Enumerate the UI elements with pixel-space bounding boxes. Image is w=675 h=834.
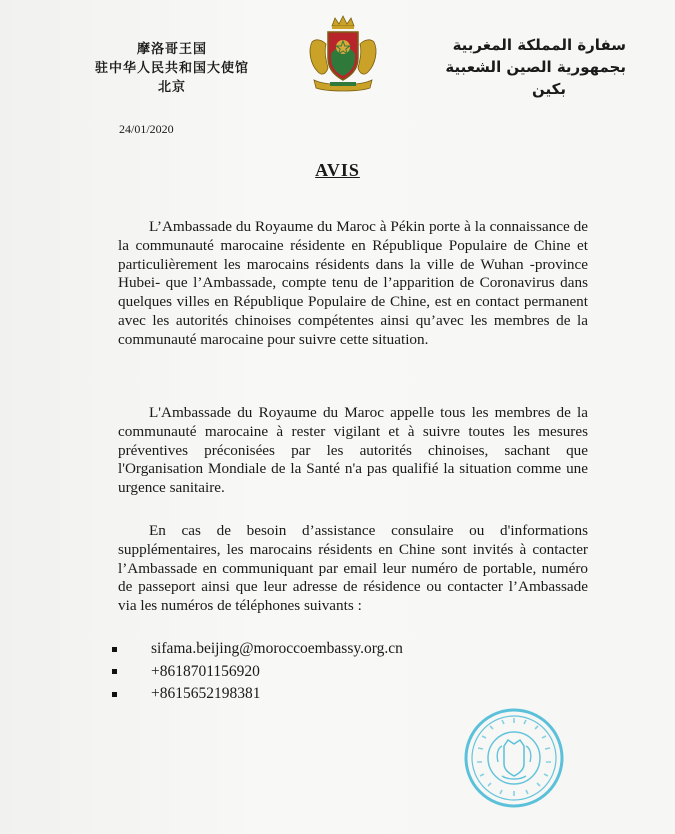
- document-title: AVIS: [315, 160, 360, 180]
- contact-email: [112, 638, 403, 661]
- contact-phone: [112, 661, 403, 684]
- arabic-header: [396, 34, 626, 100]
- chinese-header-line: 摩洛哥王国: [136, 42, 207, 57]
- arabic-header-line: بكين: [532, 80, 566, 98]
- bullet-icon: [112, 647, 117, 652]
- chinese-header-line: 北京: [157, 80, 186, 95]
- contact-email-text[interactable]: sifama.beijing@moroccoembassy.org.cn: [151, 640, 403, 657]
- contact-phone: [112, 683, 403, 706]
- arabic-header-line: سفارة المملكة المغربية: [452, 36, 626, 54]
- embassy-round-stamp-icon: [462, 706, 566, 810]
- arabic-header-line: بجمهورية الصين الشعبية: [445, 58, 626, 76]
- contact-list: [112, 638, 403, 706]
- document-date: 24/01/2020: [119, 122, 174, 136]
- chinese-header: [62, 40, 282, 97]
- contact-phone-text[interactable]: +8615652198381: [151, 685, 261, 702]
- chinese-header-line: 驻中华人民共和国大使馆: [94, 61, 249, 76]
- paragraph-contact: En cas de besoin d’assistance consulaire ou d'informations supplémentaires, les marocains résidents en Chine sont invités à contacter l’Ambassade en communiquant par email leur numéro de portable, numéro de passeport ainsi que leur adresse de résidence ou contacter l’Ambassade via les numéros de téléphones suivants :: [118, 522, 588, 615]
- paragraph-intro: L’Ambassade du Royaume du Maroc à Pékin porte à la connaissance de la communauté marocaine résidente en République Populaire de Chine et particulièrement les marocains résidents dans la ville de Wuhan -province Hubei- que l’Ambassade, compte tenu de l’apparition de Coronavirus dans quelques villes en République Populaire de Chine, est en contact permanent avec les autorités chinoises compétentes ainsi qu’avec les membres de la communauté marocaine pour suivre cette situation.: [118, 218, 588, 348]
- moroccan-coat-of-arms-icon: [302, 14, 384, 94]
- paragraph-vigilance: L'Ambassade du Royaume du Maroc appelle tous les membres de la communauté marocaine à rester vigilant et à suivre toutes les mesures préventives préconisées par les autorités chinoises, sachant que l'Organisation Mondiale de la Santé n'a pas qualifié la situation comme une urgence sanitaire.: [118, 404, 588, 497]
- bullet-icon: [112, 692, 117, 697]
- contact-phone-text[interactable]: +8618701156920: [151, 662, 260, 680]
- bullet-icon: [112, 669, 117, 674]
